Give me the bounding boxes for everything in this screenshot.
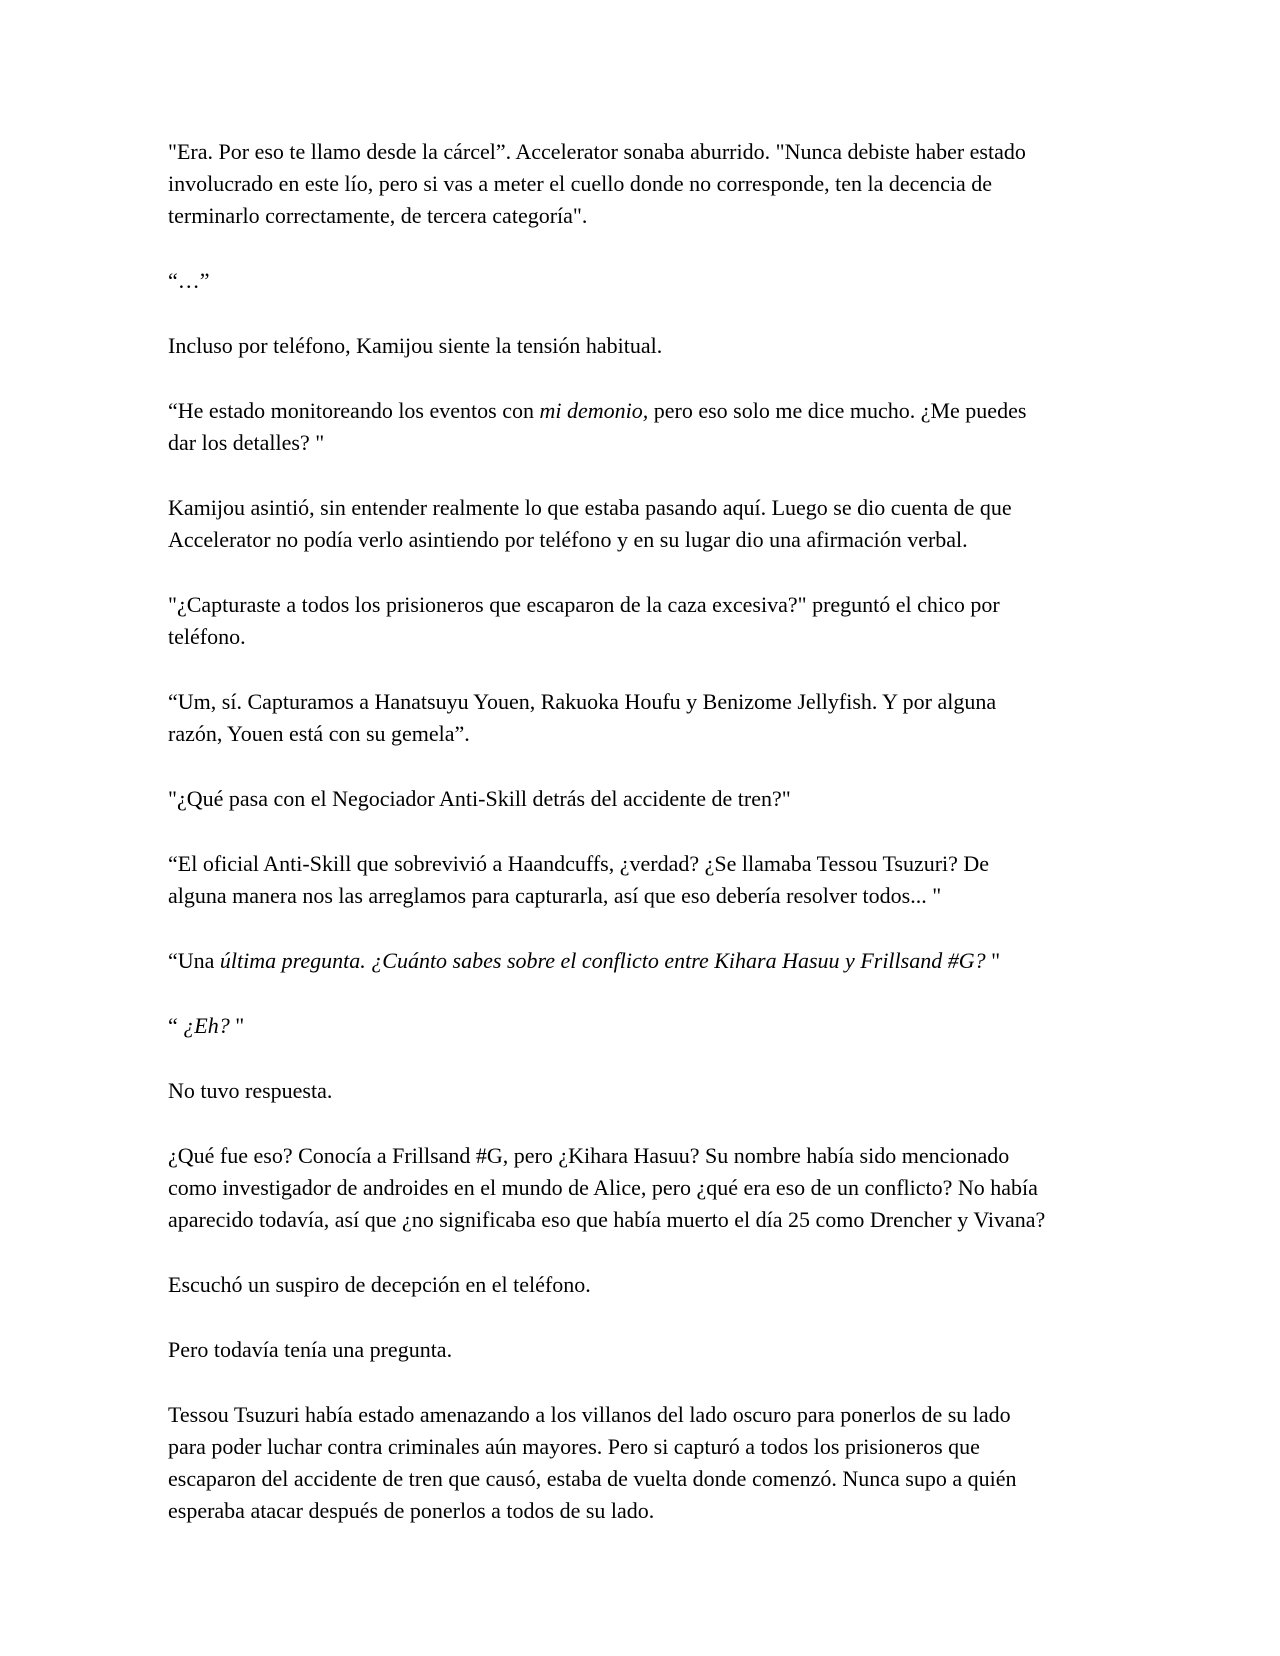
- paragraph: [168, 492, 1048, 556]
- paragraph: [168, 395, 1048, 459]
- text-run: “…”: [168, 268, 210, 293]
- paragraph: [168, 1075, 1048, 1107]
- text-run: “He estado monitoreando los eventos con: [168, 398, 540, 423]
- paragraph: [168, 1010, 1048, 1042]
- text-run-italic: mi demonio,: [539, 398, 649, 423]
- paragraph: [168, 1399, 1048, 1527]
- paragraph: [168, 589, 1048, 653]
- paragraph: [168, 1140, 1048, 1236]
- text-run: pero eso solo me dice mucho. ¿Me puedes dar los detalles? ": [168, 398, 1027, 455]
- text-run: “El oficial Anti-Skill que sobrevivió a Haandcuffs, ¿verdad? ¿Se llamaba Tessou Tsuzuri? De alguna manera nos las arreglamos para capturarla, así que eso debería resolver todos... ": [168, 851, 990, 908]
- text-run: “Una: [168, 948, 220, 973]
- text-run: “Um, sí. Capturamos a Hanatsuyu Youen, Rakuoka Houfu y Benizome Jellyfish. Y por alguna razón, Youen está con su gemela”.: [168, 689, 997, 746]
- paragraph: [168, 848, 1048, 912]
- paragraph: [168, 945, 1048, 977]
- text-run-italic: última pregunta. ¿Cuánto sabes sobre el conflicto entre Kihara Hasuu y Frillsand #G?: [219, 948, 986, 973]
- text-run: No tuvo respuesta.: [168, 1078, 333, 1103]
- paragraph: [168, 265, 1048, 297]
- text-run: Escuchó un suspiro de decepción en el teléfono.: [168, 1272, 591, 1297]
- text-run: "¿Qué pasa con el Negociador Anti-Skill detrás del accidente de tren?": [168, 786, 791, 811]
- text-run: "Era. Por eso te llamo desde la cárcel”. Accelerator sonaba aburrido. "Nunca debiste haber estado involucrado en este lío, pero si vas a meter el cuello donde no corresponde, ten la decencia de terminarlo correctamente, de tercera categoría".: [168, 139, 1026, 228]
- paragraph: [168, 136, 1048, 232]
- paragraph: [168, 330, 1048, 362]
- text-run: Incluso por teléfono, Kamijou siente la tensión habitual.: [168, 333, 663, 358]
- text-run: ": [229, 1013, 245, 1038]
- text-run: “: [168, 1013, 184, 1038]
- text-run: Kamijou asintió, sin entender realmente lo que estaba pasando aquí. Luego se dio cuenta de que Accelerator no podía verlo asintiendo por teléfono y en su lugar dio una afirmación verbal.: [168, 495, 1012, 552]
- text-run: "¿Capturaste a todos los prisioneros que escaparon de la caza excesiva?" preguntó el chico por teléfono.: [168, 592, 1000, 649]
- paragraph: [168, 783, 1048, 815]
- paragraph: [168, 1334, 1048, 1366]
- text-run-italic: ¿Eh?: [183, 1013, 230, 1038]
- paragraph: [168, 686, 1048, 750]
- text-run: ": [985, 948, 1001, 973]
- paragraph: [168, 1269, 1048, 1301]
- text-run: Pero todavía tenía una pregunta.: [168, 1337, 453, 1362]
- text-run: ¿Qué fue eso? Conocía a Frillsand #G, pero ¿Kihara Hasuu? Su nombre había sido mencionado como investigador de androides en el mundo de Alice, pero ¿qué era eso de un conflicto? No había aparecido todavía, así que ¿no significaba eso que había muerto el día 25 como Drencher y Vivana?: [168, 1143, 1046, 1232]
- text-run: Tessou Tsuzuri había estado amenazando a los villanos del lado oscuro para ponerlos de su lado para poder luchar contra criminales aún mayores. Pero si capturó a todos los prisioneros que escaparon del accidente de tren que causó, estaba de vuelta donde comenzó. Nunca supo a quién esperaba atacar después de ponerlos a todos de su lado.: [168, 1402, 1017, 1523]
